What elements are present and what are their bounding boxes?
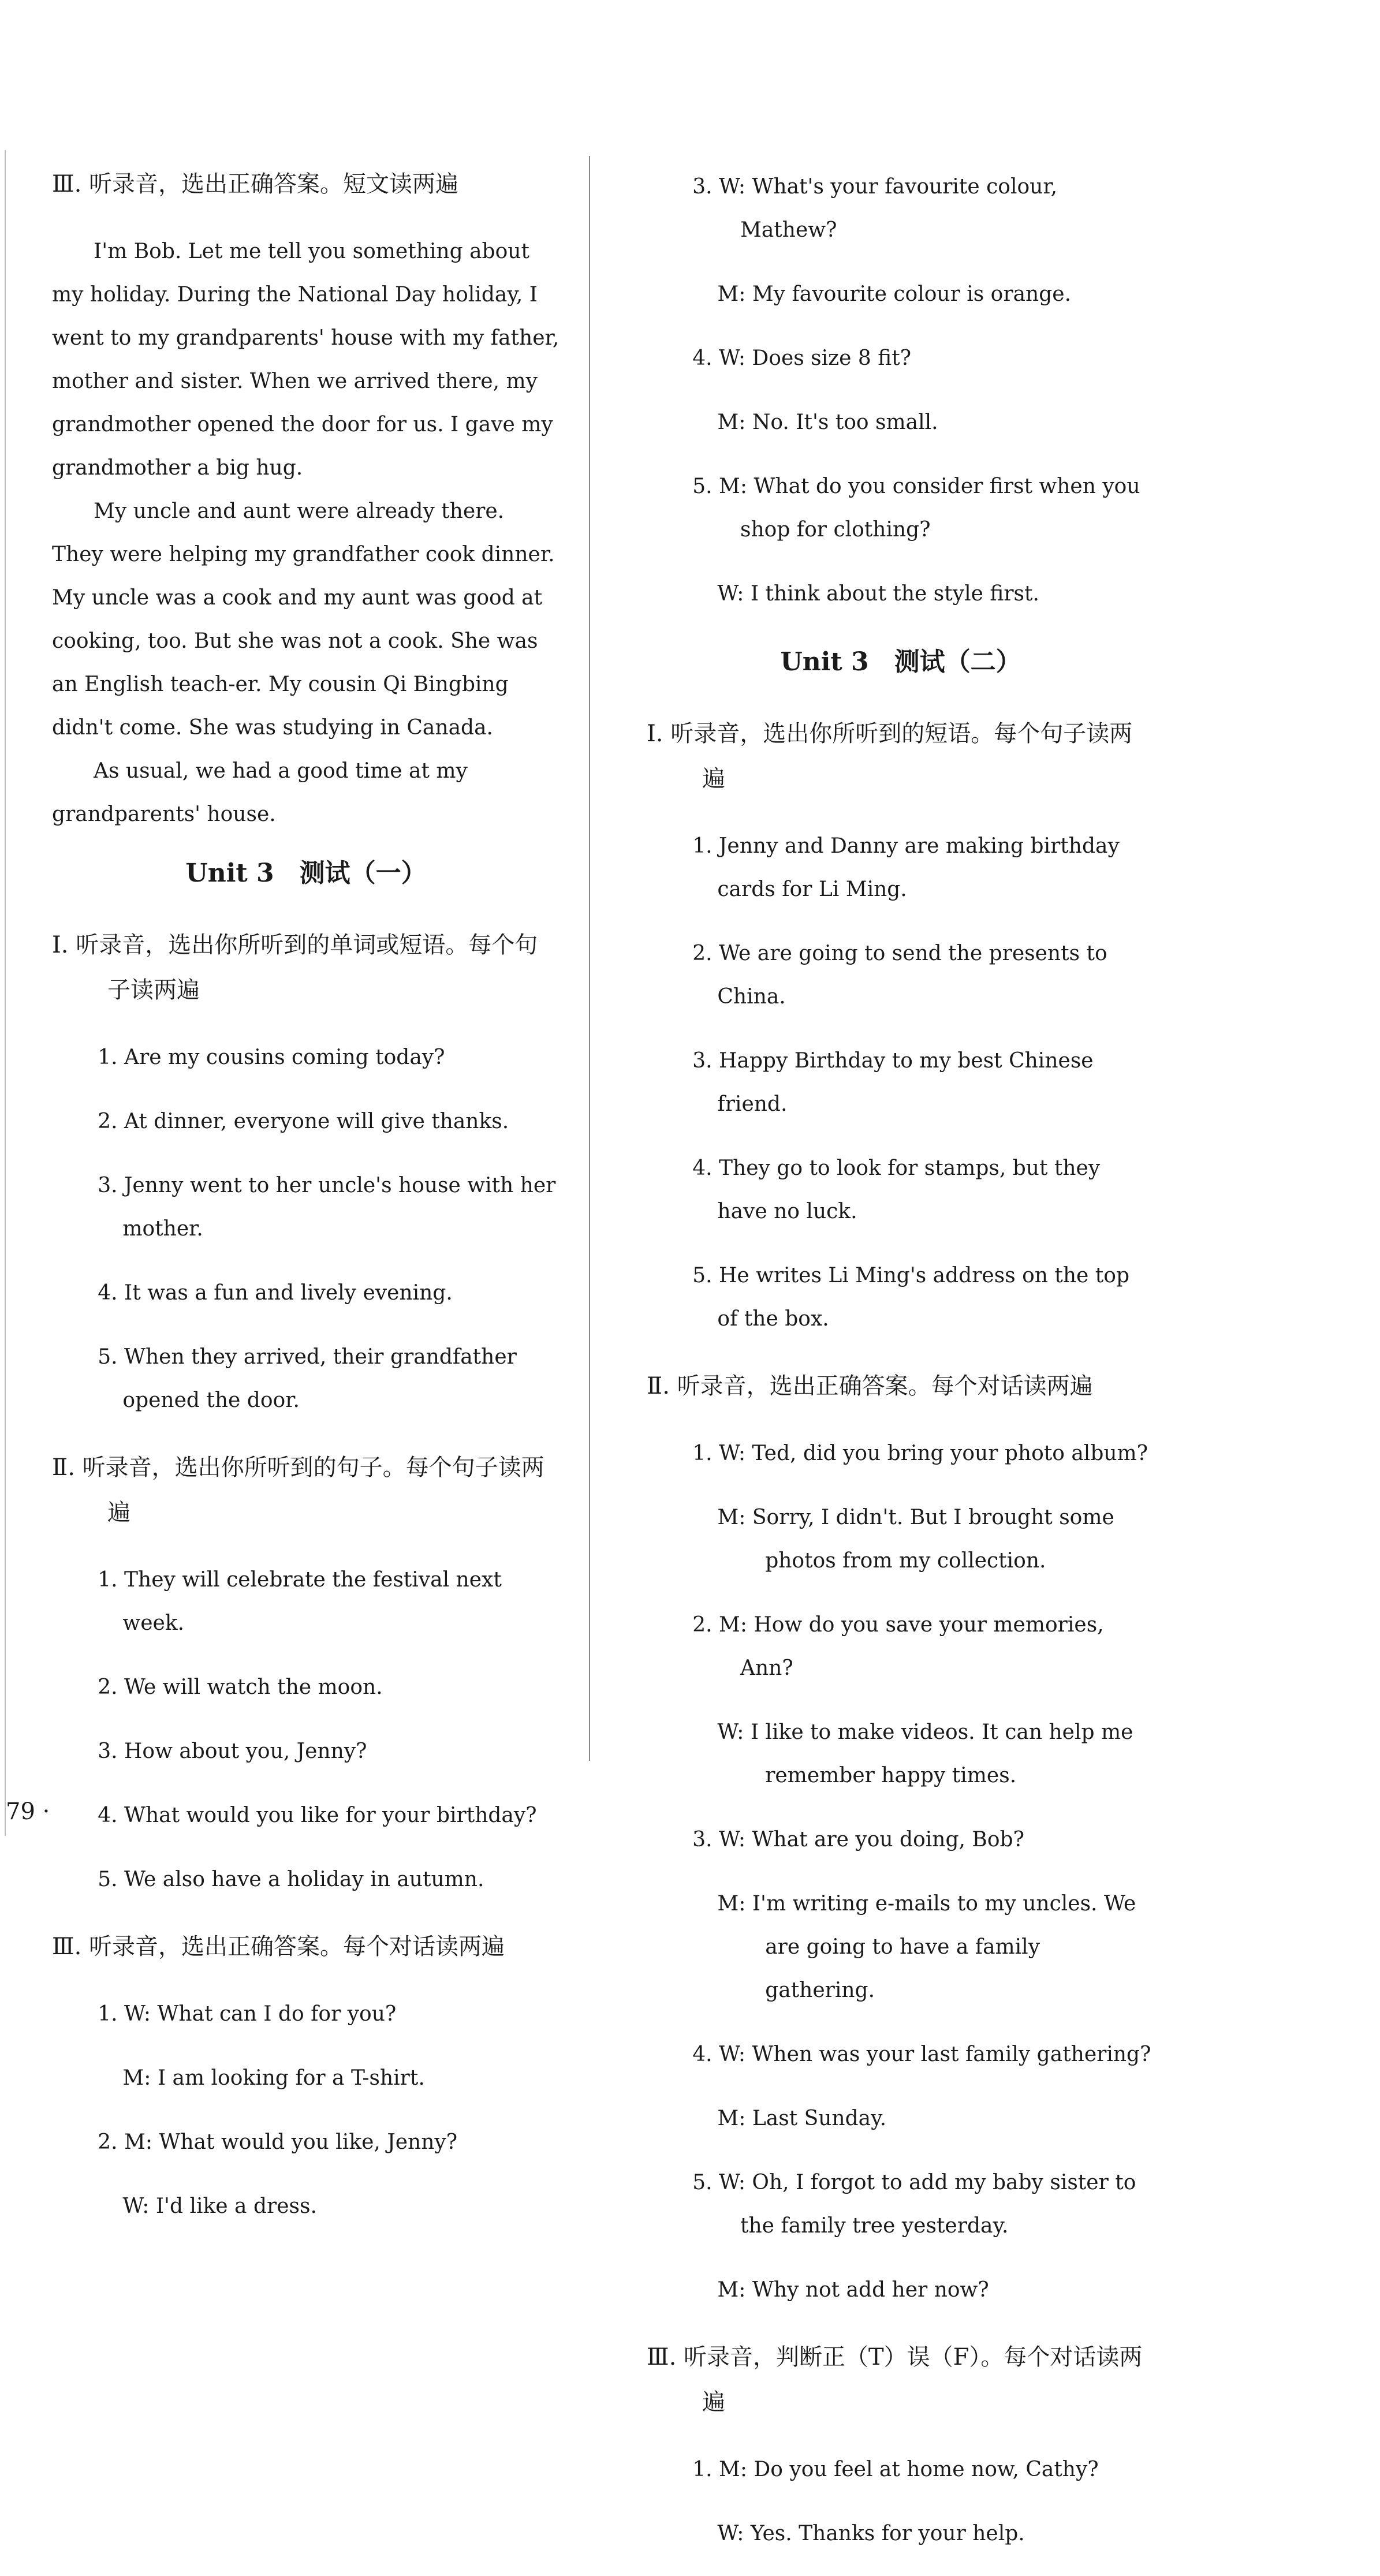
unit-title: Unit 3 测试（二） [780,647,1021,677]
dialog-line: M: Sorry, I didn't. But I brought some photos from my collection. [717,1506,1114,1573]
dialog-line: 4. W: When was your last family gathering? [692,2043,1151,2066]
dialog-line: 3. W: What's your favourite colour, Mathew? [692,175,1058,242]
section-heading-3: Ⅲ. 听录音，选出正确答案。短文读两遍 [52,171,459,197]
dialog-line: M: No. It's too small. [717,410,938,434]
page-number: 79 · [6,1798,50,1825]
list-item: 5. He writes Li Ming's address on the top of the box. [692,1264,1129,1331]
unit-title: Unit 3 测试（一） [185,858,427,888]
section-heading-1: Ⅰ. 听录音，选出你所听到的短语。每个句子读两遍 [647,720,1133,792]
section-heading-3b: Ⅲ. 听录音，选出正确答案。每个对话读两遍 [52,1933,505,1960]
dialog-line: 1. W: Ted, did you bring your photo album? [692,1442,1148,1465]
dialog-line: 5. W: Oh, I forgot to add my baby sister to the family tree yesterday. [692,2171,1136,2238]
left-column [52,139,560,2249]
dialog-line: 2. M: How do you save your memories, Ann? [692,1613,1104,1680]
dialog-line: M: I am looking for a T-shirt. [122,2066,425,2090]
dialog-line: 4. W: Does size 8 fit? [692,346,912,370]
list-item: 1. Are my cousins coming today? [98,1046,445,1069]
dialog-line: 5. M: What do you consider first when you shop for clothing? [692,475,1140,542]
dialog-line: 3. W: What are you doing, Bob? [692,1828,1024,1851]
dialog-line: M: My favourite colour is orange. [717,282,1072,306]
passage-paragraph: I'm Bob. Let me tell you something about my holiday. During the National Day holiday, I went to my grandparents' house with my father, mother and sister. When we arrived there, my grandmother opened the door for us. I gave my grandmother a big hug. [52,240,560,480]
dialog-line: W: I think about the style first. [717,582,1039,606]
column-divider [589,156,590,1761]
list-item: 4. They go to look for stamps, but they have no luck. [692,1156,1101,1223]
list-item: 4. What would you like for your birthday? [98,1804,537,1827]
dialog-line: M: I'm writing e-mails to my uncles. We are going to have a family gathering. [717,1892,1136,2002]
list-item: 2. We will watch the moon. [98,1675,383,1699]
section-heading-3: Ⅲ. 听录音，判断正（T）误（F）。每个对话读两遍 [647,2344,1143,2416]
right-column [647,144,1155,2576]
list-item: 1. They will celebrate the festival next week. [98,1568,502,1635]
dialog-line: W: I like to make videos. It can help me remember happy times. [717,1720,1133,1787]
list-item: 5. When they arrived, their grandfather opened the door. [98,1345,517,1412]
passage-paragraph: As usual, we had a good time at my grandparents' house. [52,759,468,826]
list-item: 3. Jenny went to her uncle's house with her mother. [98,1174,556,1241]
dialog-line: M: Why not add her now? [717,2278,989,2302]
section-heading-2: Ⅱ. 听录音，选出正确答案。每个对话读两遍 [647,1373,1093,1399]
dialog-line: W: I'd like a dress. [122,2194,317,2218]
dialog-line: 2. M: What would you like, Jenny? [98,2130,458,2154]
dialog-line: 1. M: Do you feel at home now, Cathy? [692,2458,1099,2481]
list-item: 1. Jenny and Danny are making birthday cards for Li Ming. [692,834,1120,901]
dialog-line: 1. W: What can I do for you? [98,2002,397,2026]
list-item: 2. At dinner, everyone will give thanks. [98,1110,509,1133]
dialog-line: M: Last Sunday. [717,2107,887,2130]
list-item: 4. It was a fun and lively evening. [98,1281,453,1305]
passage-paragraph: My uncle and aunt were already there. They were helping my grandfather cook dinner. My uncle was a cook and my aunt was good at cooking, too. But she was not a cook. She was an English teach-er. My cousin Qi Bingbing didn't come. She was studying in Canada. [52,499,555,740]
dialog-line: W: Yes. Thanks for your help. [717,2522,1025,2545]
section-heading-2: Ⅱ. 听录音，选出你所听到的句子。每个句子读两遍 [52,1454,544,1526]
list-item: 3. Happy Birthday to my best Chinese friend. [692,1049,1094,1116]
page-edge-line [5,150,6,1836]
list-item: 3. How about you, Jenny? [98,1739,367,1763]
list-item: 5. We also have a holiday in autumn. [98,1868,484,1891]
section-heading-1: Ⅰ. 听录音，选出你所听到的单词或短语。每个句子读两遍 [52,932,538,1003]
list-item: 2. We are going to send the presents to China. [692,942,1107,1009]
